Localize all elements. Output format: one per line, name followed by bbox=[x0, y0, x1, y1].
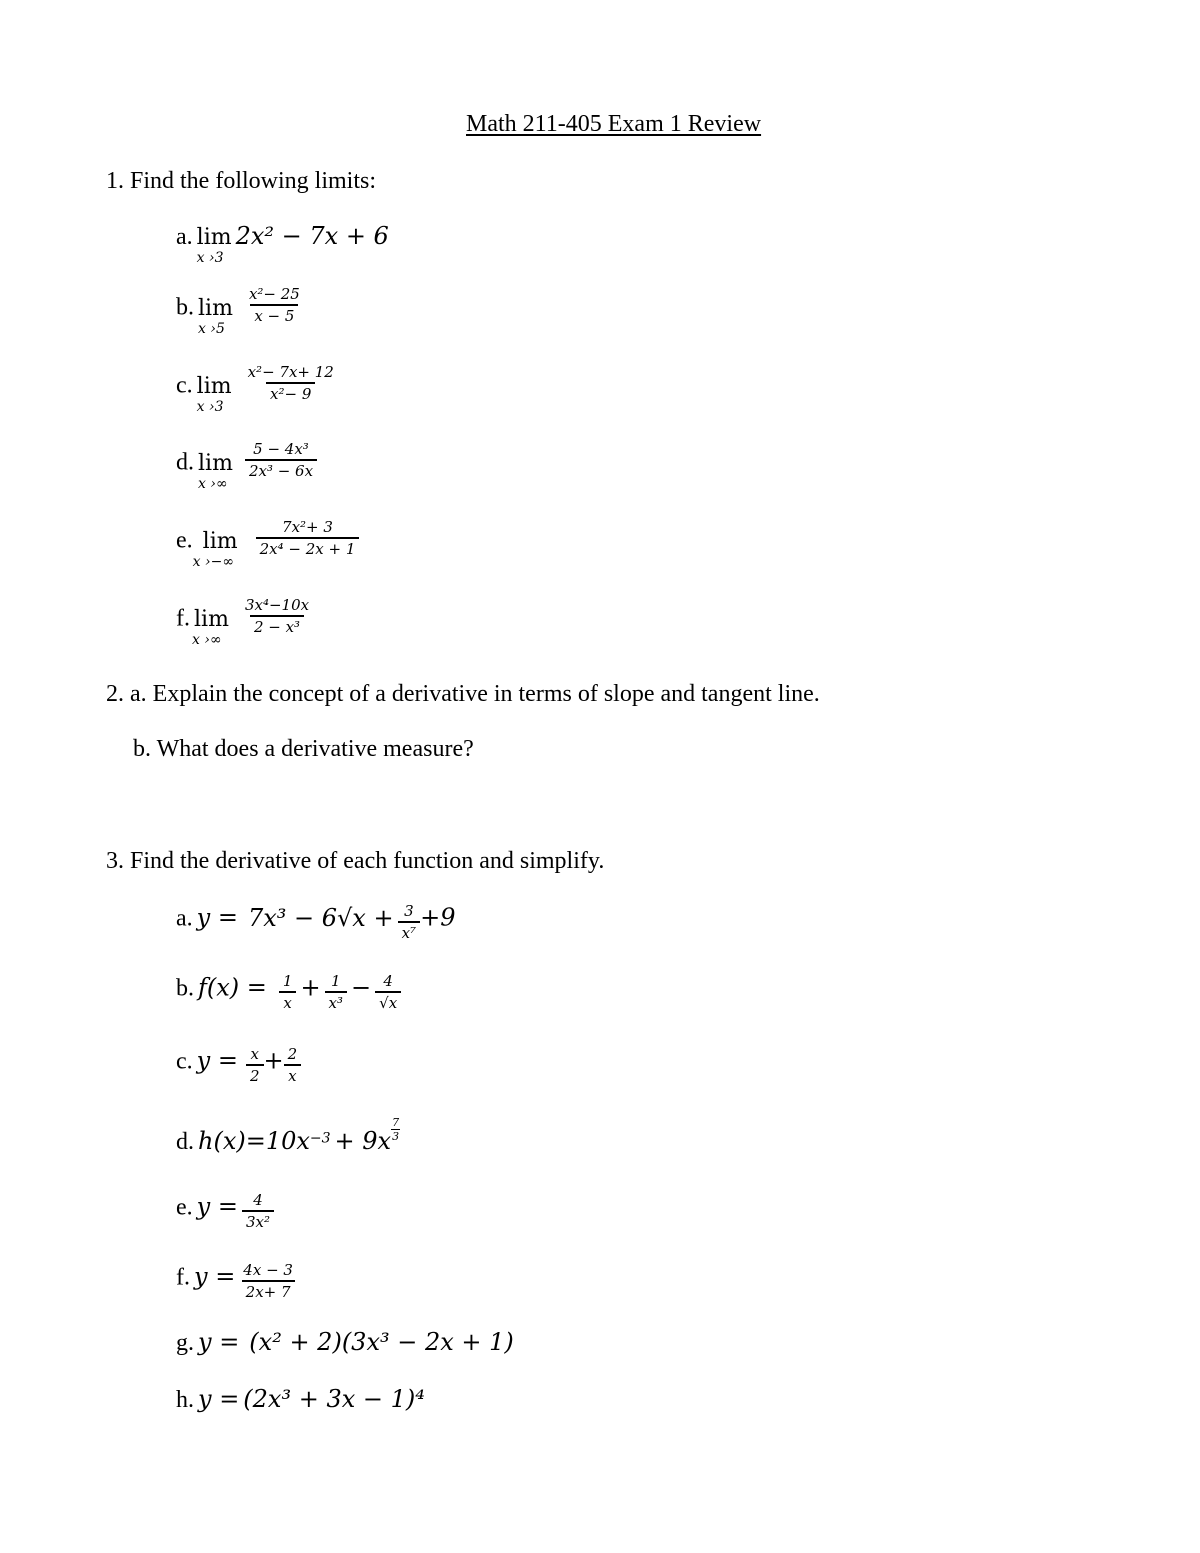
derivative-f-lhs: y = bbox=[194, 1262, 236, 1291]
derivative-d-label: d. bbox=[176, 1129, 194, 1155]
derivative-c-lhs: y = bbox=[196, 1046, 238, 1075]
limit-d-numerator: 5 − 4x³ bbox=[253, 440, 309, 458]
derivative-c-numerator-1: x bbox=[250, 1045, 259, 1063]
question-2a: 2. a. Explain the concept of a derivative in terms of slope and tangent line. bbox=[106, 681, 820, 707]
derivative-g-label: g. bbox=[176, 1330, 194, 1356]
limit-f-lim: lim bbox=[194, 606, 229, 632]
derivative-b-numerator-2: 1 bbox=[331, 972, 341, 990]
derivative-b-op-2: − bbox=[351, 973, 372, 1002]
limit-b bbox=[176, 285, 304, 337]
derivative-b-numerator-3: 4 bbox=[383, 972, 393, 990]
limit-a-sub: x ›3 bbox=[196, 250, 224, 266]
derivative-c-numerator-2: 2 bbox=[287, 1045, 298, 1063]
limit-b-label: b. bbox=[176, 294, 194, 321]
limit-e-label: e. bbox=[176, 527, 193, 554]
derivative-b-fraction-2 bbox=[325, 972, 347, 1012]
limit-c-sub: x ›3 bbox=[196, 398, 224, 415]
derivative-b bbox=[176, 972, 401, 1012]
derivative-h bbox=[176, 1385, 425, 1414]
limit-e-numerator: 7x²+ 3 bbox=[282, 518, 333, 536]
derivative-a-denominator: x⁷ bbox=[398, 921, 420, 942]
limit-f-sub: x ›∞ bbox=[192, 631, 222, 648]
limit-e-fraction bbox=[256, 518, 360, 558]
limit-c-label: c. bbox=[176, 372, 193, 399]
derivative-a-expr: 7x³ − 6√x + bbox=[247, 903, 394, 932]
limit-e bbox=[176, 518, 359, 570]
derivative-d-mid: + 9x bbox=[334, 1127, 392, 1155]
limit-e-sub: x ›−∞ bbox=[192, 553, 234, 570]
derivative-c-denominator-2: x bbox=[284, 1064, 300, 1085]
derivative-g-expr: (x² + 2)(3x³ − 2x + 1) bbox=[249, 1328, 514, 1356]
derivative-b-denominator-1: x bbox=[279, 991, 295, 1012]
derivative-f bbox=[176, 1261, 297, 1301]
derivative-c-fraction-2 bbox=[284, 1045, 302, 1085]
limit-d-denominator: 2x³ − 6x bbox=[245, 459, 317, 480]
derivative-f-fraction bbox=[239, 1261, 297, 1301]
derivative-h-lhs: y = bbox=[198, 1385, 240, 1413]
limit-d-lim: lim bbox=[198, 450, 233, 476]
limit-d bbox=[176, 440, 317, 492]
derivative-c bbox=[176, 1045, 301, 1085]
limit-a-label: a. bbox=[176, 224, 193, 250]
question-2b: b. What does a derivative measure? bbox=[133, 736, 474, 762]
derivative-c-op: + bbox=[263, 1046, 284, 1075]
derivative-c-fraction-1 bbox=[246, 1045, 264, 1085]
limit-f-label: f. bbox=[176, 605, 190, 632]
derivative-a-numerator: 3 bbox=[404, 902, 414, 920]
derivative-b-op-1: + bbox=[300, 973, 321, 1002]
derivative-d-lhs: h(x)= bbox=[198, 1127, 266, 1155]
derivative-d-exponent-numerator: 7 bbox=[392, 1115, 400, 1129]
limit-e-lim: lim bbox=[202, 528, 238, 554]
derivative-d-exponent-1: −3 bbox=[309, 1130, 331, 1147]
derivative-e-denominator: 3x² bbox=[242, 1210, 274, 1231]
derivative-e-fraction bbox=[242, 1191, 274, 1231]
limit-f-fraction bbox=[241, 596, 313, 636]
limit-f-denominator: 2 − x³ bbox=[250, 615, 304, 636]
limit-a-expr: 2x² − 7x + 6 bbox=[235, 222, 389, 250]
page-title: Math 211-405 Exam 1 Review bbox=[466, 111, 762, 137]
derivative-b-denominator-3: √x bbox=[375, 991, 401, 1012]
limit-c bbox=[176, 363, 338, 415]
derivative-d-exponent-denominator: 3 bbox=[392, 1129, 400, 1143]
derivative-g bbox=[176, 1328, 514, 1357]
limit-c-fraction bbox=[244, 363, 338, 403]
limit-b-denominator: x − 5 bbox=[250, 304, 298, 325]
limit-c-denominator: x²− 9 bbox=[266, 382, 315, 403]
limit-e-denominator: 2x⁴ − 2x + 1 bbox=[256, 537, 360, 558]
derivative-b-fraction-3 bbox=[375, 972, 401, 1012]
derivative-a-label: a. bbox=[176, 905, 193, 932]
derivative-a-fraction bbox=[398, 902, 420, 942]
limit-d-fraction bbox=[245, 440, 317, 480]
derivative-h-label: h. bbox=[176, 1387, 194, 1413]
limit-f bbox=[176, 596, 313, 648]
question-3-prompt: 3. Find the derivative of each function and simplify. bbox=[106, 848, 605, 874]
derivative-b-lhs: f(x) = bbox=[198, 973, 267, 1002]
derivative-a-lhs: y = bbox=[196, 903, 238, 932]
derivative-c-denominator-1: 2 bbox=[246, 1064, 264, 1085]
derivative-h-expr: (2x³ + 3x − 1)⁴ bbox=[243, 1385, 425, 1413]
limit-c-numerator: x²− 7x+ 12 bbox=[247, 363, 334, 381]
derivative-f-numerator: 4x − 3 bbox=[243, 1261, 293, 1279]
derivative-a bbox=[176, 902, 455, 942]
derivative-d bbox=[176, 1115, 400, 1159]
derivative-b-fraction-1 bbox=[279, 972, 297, 1012]
limit-b-fraction bbox=[245, 285, 304, 325]
derivative-e-numerator: 4 bbox=[253, 1191, 263, 1209]
limit-c-lim: lim bbox=[196, 373, 232, 399]
derivative-b-label: b. bbox=[176, 975, 194, 1002]
derivative-f-denominator: 2x+ 7 bbox=[242, 1280, 295, 1301]
derivative-f-label: f. bbox=[176, 1264, 190, 1291]
limit-d-sub: x ›∞ bbox=[198, 475, 228, 492]
question-1-prompt: 1. Find the following limits: bbox=[106, 168, 377, 194]
derivative-d-exponent-fraction bbox=[391, 1116, 400, 1143]
derivative-g-lhs: y = bbox=[198, 1328, 240, 1356]
limit-b-sub: x ›5 bbox=[198, 320, 225, 337]
limit-a-lim: lim bbox=[196, 225, 232, 250]
limit-b-numerator: x²− 25 bbox=[248, 285, 300, 303]
derivative-d-expr: 10x bbox=[265, 1127, 310, 1155]
derivative-a-tail: +9 bbox=[420, 903, 456, 932]
derivative-e-lhs: y = bbox=[196, 1192, 238, 1221]
derivative-e bbox=[176, 1191, 274, 1231]
derivative-b-numerator-1: 1 bbox=[282, 972, 293, 990]
derivative-e-label: e. bbox=[176, 1194, 193, 1221]
derivative-b-denominator-2: x³ bbox=[325, 991, 347, 1012]
limit-a bbox=[176, 222, 389, 266]
limit-b-lim: lim bbox=[198, 295, 233, 321]
limit-f-numerator: 3x⁴−10x bbox=[244, 596, 310, 614]
limit-d-label: d. bbox=[176, 449, 194, 476]
derivative-c-label: c. bbox=[176, 1048, 193, 1075]
